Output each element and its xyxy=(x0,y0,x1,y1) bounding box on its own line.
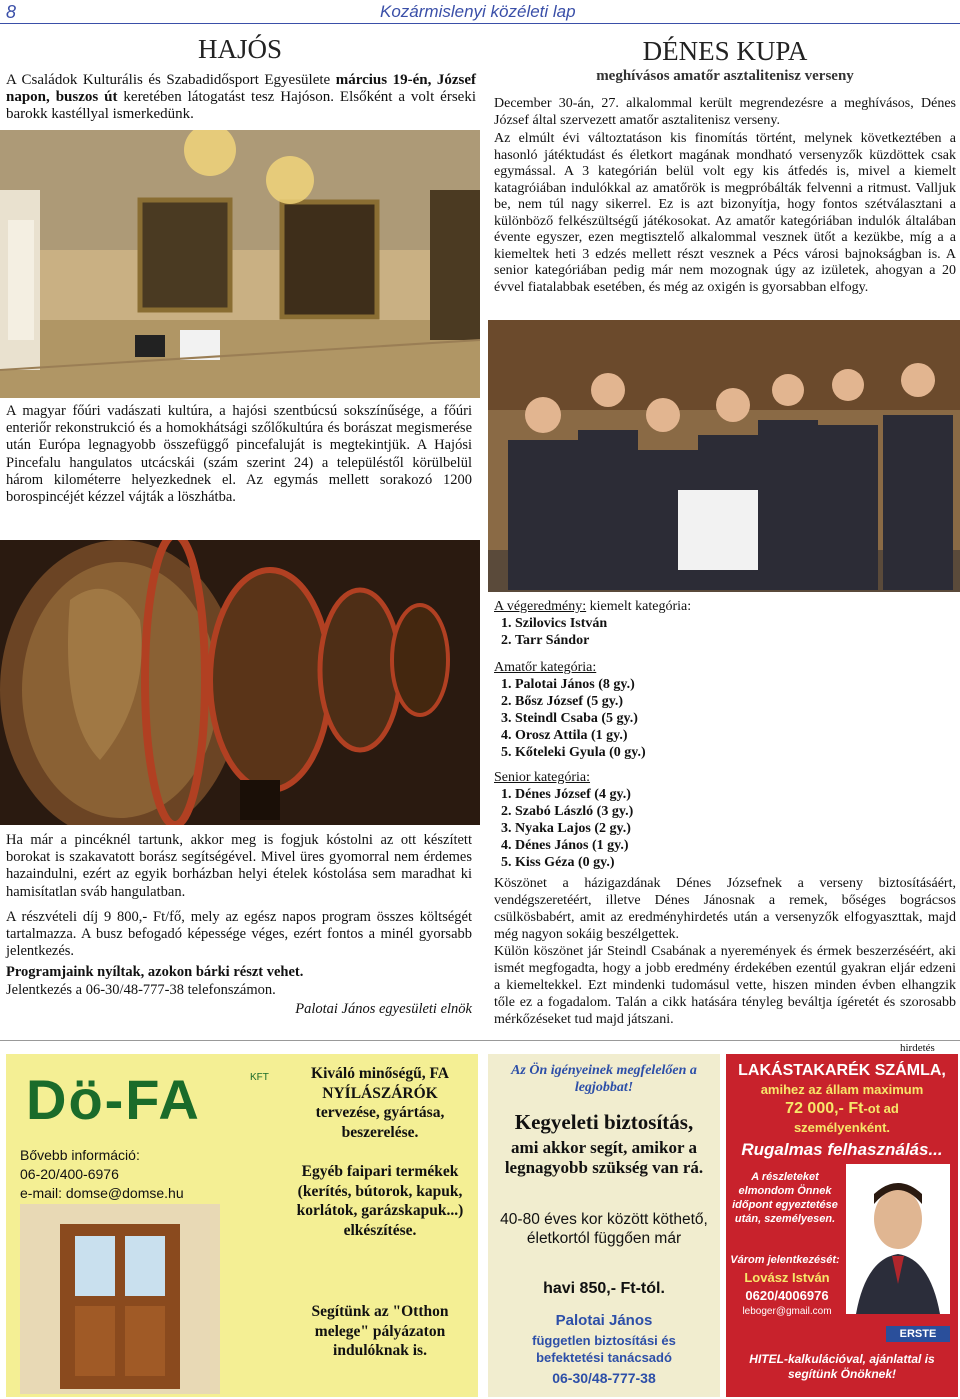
dofa-line1: Kiváló minőségű, FA NYÍLÁSZÁRÓK tervezése, gyártása, beszerelése. xyxy=(311,1065,449,1141)
hajos-para4: A részvételi díj 9 800,- Ft/fő, mely az egész napos program összes költségét tartalmazza. A busz befogadó képessége véges, ezért fontos a minél gyorsabb jelentkezés. xyxy=(6,909,472,960)
list-item: 3. Steindl Csaba (5 gy.) xyxy=(515,710,724,727)
dofa-line2: Egyéb faipari termékek (kerítés, bútorok, kapuk, korlátok, garázskapuk...) elkészítése. xyxy=(296,1163,464,1239)
lak-phone[interactable]: 0620/4006976 xyxy=(745,1288,829,1303)
lak-wait: Várom jelentkezését: xyxy=(730,1254,840,1266)
hajos-open-programs: Programjaink nyíltak, azokon bárki részt vehet. xyxy=(6,964,304,980)
lak-agent: Lovász István xyxy=(744,1270,830,1285)
lak-flex: Rugalmas felhasználás... xyxy=(741,1140,943,1159)
hajos-intro-pre: A Családok Kulturális és Szabadidősport Egyesülete xyxy=(6,72,336,88)
castle-photo xyxy=(0,130,480,398)
hajos-intro-post: keretében látogatást tesz Hajóson. Elsőként a volt érseki barokk kastéllyal ismerkedünk. xyxy=(6,89,476,122)
insurance-slogan: Az Ön igényeinek megfelelően a legjobbat! xyxy=(511,1063,697,1095)
players-photo xyxy=(488,320,960,592)
door-image xyxy=(20,1204,220,1394)
dofa-email[interactable]: e-mail: domse@domse.hu xyxy=(20,1185,184,1201)
lak-title: LAKÁSTAKARÉK SZÁMLA, xyxy=(738,1062,946,1079)
results-list xyxy=(494,598,724,871)
list-item: 3. Nyaka Lajos (2 gy.) xyxy=(515,820,724,837)
dofa-more-info: Bővebb információ: xyxy=(20,1147,140,1163)
list-item: 2. Tarr Sándor xyxy=(515,632,724,649)
list-item: 1. Dénes József (4 gy.) xyxy=(515,786,724,803)
insurance-price: havi 850,- Ft-tól. xyxy=(543,1280,665,1297)
results-head1-rest: kiemelt kategória: xyxy=(586,599,692,614)
list-item: 5. Kiss Géza (0 gy.) xyxy=(515,854,724,871)
lak-amount: 72 000,- Ft xyxy=(785,1100,864,1117)
results-kiemelt-head xyxy=(494,598,724,615)
dofa-phone[interactable]: 06-20/400-6976 xyxy=(20,1166,119,1182)
denes-title: DÉNES KUPA xyxy=(642,36,808,66)
page-number: 8 xyxy=(6,2,17,22)
hajos-para3: Ha már a pincéknél tartunk, akkor meg is fogjuk kóstolni az ott készített borokat is szakavatott borász segítségével. Mivel üres gyomorral nem érdemes hazaindulni, ezért az egyik borházban helyi ételek kóstolása sem maradhat ki hamisítatlan sváb hangulatban. xyxy=(6,832,472,900)
list-item: 4. Orosz Attila (1 gy.) xyxy=(515,727,724,744)
paper-title: Kozármislenyi közéleti lap xyxy=(380,2,576,21)
denes-para1: December 30-án, 27. alkalommal került megrendezésre a meghívásos, Dénes József által szervezett amatőr asztalitenisz verseny. xyxy=(494,96,956,128)
erste-logo: ERSTE xyxy=(886,1326,950,1342)
lak-line1: amihez az állam maximum xyxy=(760,1082,924,1097)
agent-photo xyxy=(846,1164,950,1314)
denes-thanks2: Külön köszönet jár Steindl Csabának a nyeremények és érmek beszerzéséért, aki ismét megfogadta, hogy a jobb eredmény érdekében ezentúl gyakran eljár edzeni a kiemeltekkel. Ezt mindenki tudomásul vette, hiszen minden évben elhangzik tőle ez a fogadalom. Talán a cikk hatására tényleg beváltja ígéretét és szorosabb mérkőzéseket tud majd játszani. xyxy=(494,944,956,1027)
list-item: 1. Szilovics István xyxy=(515,615,724,632)
list-item: 1. Palotai János (8 gy.) xyxy=(515,676,724,693)
ads-label: hirdetés xyxy=(900,1042,935,1054)
lak-hitel: HITEL-kalkulációval, ajánlattal is segítünk Önöknek! xyxy=(749,1352,935,1381)
insurance-role: független biztosítási és befektetési tanácsadó xyxy=(532,1333,676,1365)
cellar-photo xyxy=(0,540,480,825)
insurance-title: Kegyeleti biztosítás, xyxy=(514,1110,694,1134)
hajos-signature: Palotai János egyesületi elnök xyxy=(295,1001,472,1017)
insurance-age: 40-80 éves kor között köthető, életkortól függően már xyxy=(500,1211,708,1247)
list-item: 5. Kőteleki Gyula (0 gy.) xyxy=(515,744,724,761)
denes-thanks1: Köszönet a házigazdának Dénes Józsefnek a verseny biztosításáért, vendégszeretéért, illetve Dénes Jánosnak a remek, bőséges bográcsos csülkösbabért, amit az eredményhirdetés után a versenyzők elfogyaszttak, majd még nagyon sokáig beszélgettek. xyxy=(494,876,956,942)
lak-amount-suffix: -ot ad xyxy=(863,1101,899,1116)
denes-subtitle: meghívásos amatőr asztalitenisz verseny xyxy=(596,68,854,84)
results-senior-head: Senior kategória: xyxy=(494,770,591,785)
insurance-sub: ami akkor segít, amikor a legnagyobb szükség van rá. xyxy=(504,1138,704,1177)
insurance-ad[interactable] xyxy=(488,1054,720,1397)
list-item: 4. Dénes János (1 gy.) xyxy=(515,837,724,854)
lak-amount-wrap xyxy=(730,1100,954,1118)
list-item: 2. Szabó László (3 gy.) xyxy=(515,803,724,820)
insurance-phone[interactable]: 06-30/48-777-38 xyxy=(552,1370,656,1386)
dofa-line3: Segítünk az "Otthon melege" pályázaton indulóknak is. xyxy=(311,1303,449,1359)
lak-details: A részleteket elmondom Önnek időpont egyeztetése után, személyesen. xyxy=(732,1171,838,1225)
hajos-apply: Jelentkezés a 06-30/48-777-38 telefonszámon. xyxy=(6,982,276,998)
dofa-logo: Dö-FA xyxy=(26,1068,201,1131)
lak-line2: személyenként. xyxy=(793,1120,891,1135)
dofa-logo-badge: KFT xyxy=(250,1072,269,1083)
hajos-intro-date: március 19-én, József napon, buszos út xyxy=(6,72,477,105)
results-amator-head: Amatőr kategória: xyxy=(494,660,597,675)
ads-rule xyxy=(0,1040,960,1041)
list-item: 2. Bősz József (5 gy.) xyxy=(515,693,724,710)
header-rule xyxy=(0,23,960,24)
lakastakarek-ad[interactable] xyxy=(726,1054,958,1397)
hajos-intro xyxy=(6,72,476,123)
lak-email[interactable]: leboger@gmail.com xyxy=(742,1306,832,1317)
denes-para2: Az elmúlt évi változtatáson kis finomítás történt, melynek következtében a hasonló játéktudást és életkort magának mondható versenyzők küzdöttek csak egymással. A 3 kategórián belül volt egy kis átfedés is, mivel a kiemelt katagróiában indulókkal az amatőrök is megpróbálták felvenni a ritmust. Valljuk be, nem túl nagy sikerrel. Ez is azt bizonyítja, hogy fontos szétválasztani a különböző felkészültségű játékosokat. Az amatőr kategóriában indulók általában évente egyszer, ezen megtisztelő alkalommal vesznek ütőt a kezükbe, míg a a kiemeltek heti 3 edzés mellett részt vesznek a Pécs városi bajnokságban is. A senior kategóriában pedig már nem mozognak úgy az izületek, ahogyan a 20 évvel fiatalabbak esetében, és még az oxigén is gyorsabban elfogy. xyxy=(494,131,956,295)
hajos-title: HAJÓS xyxy=(197,34,283,64)
dofa-ad[interactable] xyxy=(6,1054,478,1397)
results-head1: A végeredmény: xyxy=(494,599,587,614)
insurance-name: Palotai János xyxy=(555,1312,653,1329)
hajos-para2: A magyar főúri vadászati kultúra, a hajósi szentbúcsú sokszínűsége, a főúri enteriőr rekonstrukció és a homokhátsági szőlőkultúra és borászat megismerése után Európa legnagyobb összefüggő pincefaluját is megtekintjük. A Hajósi Pincefalu hangulatos utcácskái (szám szerint 24) a településtől körülbelül három kilométerre helyezkednek el. Az egymás mellett sorakozó 1200 borospincéjét kézzel vájták a löszhátba. xyxy=(6,403,472,506)
